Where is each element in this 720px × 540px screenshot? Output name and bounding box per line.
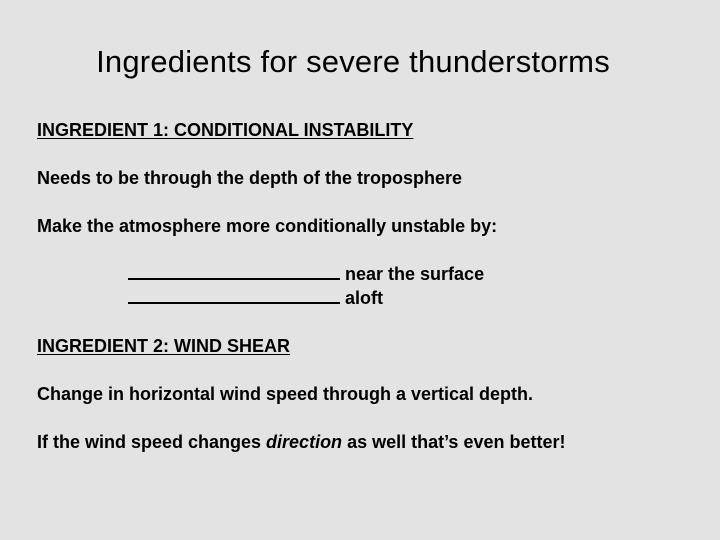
fill-in-suffix: aloft bbox=[345, 288, 384, 308]
wind-shear-definition: Change in horizontal wind speed through a vertical depth. bbox=[37, 384, 534, 404]
ingredient-2-heading: INGREDIENT 2: WIND SHEAR bbox=[37, 336, 291, 356]
fill-in-blank bbox=[128, 287, 340, 304]
fill-in-suffix: near the surface bbox=[345, 264, 485, 284]
direction-emphasis: direction bbox=[266, 432, 343, 452]
direction-text-before: If the wind speed changes bbox=[37, 432, 267, 452]
troposphere-depth-text: Needs to be through the depth of the troposphere bbox=[37, 168, 462, 188]
slide-title: Ingredients for severe thunderstorms bbox=[96, 44, 610, 79]
fill-in-line-aloft bbox=[108, 262, 383, 334]
direction-text-after: as well that’s even better! bbox=[342, 432, 566, 452]
ingredient-1-heading: INGREDIENT 1: CONDITIONAL INSTABILITY bbox=[37, 120, 414, 140]
direction-change-text bbox=[37, 430, 565, 454]
instability-intro-text: Make the atmosphere more conditionally unstable by: bbox=[37, 216, 498, 236]
